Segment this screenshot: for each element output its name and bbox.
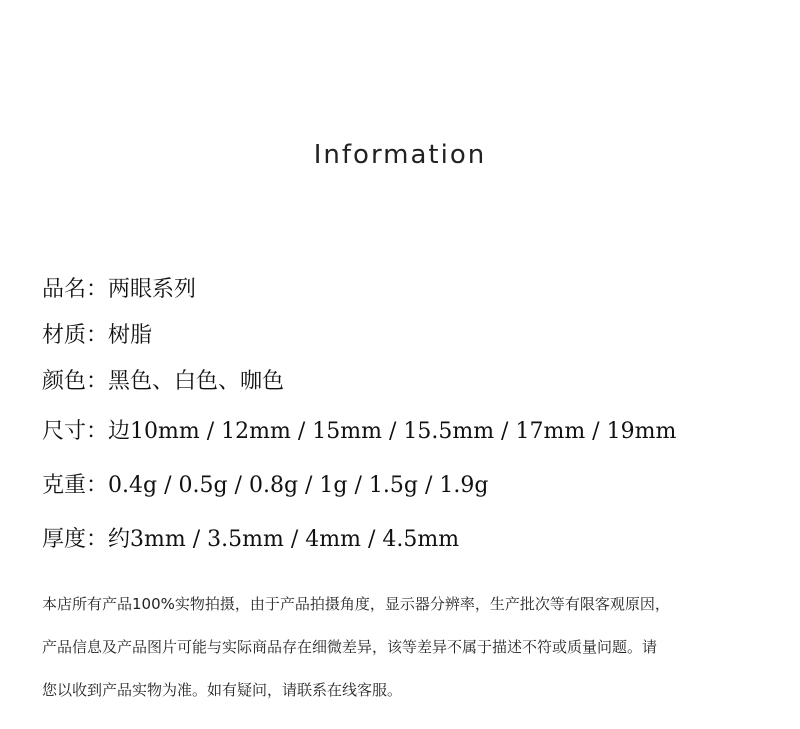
spec-label: 克重：	[42, 473, 109, 498]
spec-label: 材质：	[42, 323, 109, 348]
spec-label: 品名：	[42, 277, 109, 302]
spec-row-material	[42, 322, 152, 350]
disclaimer-line: 您以收到产品实物为准。如有疑问，请联系在线客服。	[42, 681, 403, 699]
spec-label: 尺寸：	[42, 419, 109, 444]
spec-row-color	[42, 368, 284, 396]
spec-label: 厚度：	[42, 527, 109, 552]
spec-label: 颜色：	[42, 369, 109, 394]
spec-row-name	[42, 276, 196, 304]
spec-value: 边10mm / 12mm / 15mm / 15.5mm / 17mm / 19mm	[108, 419, 677, 444]
spec-value: 约3mm / 3.5mm / 4mm / 4.5mm	[108, 527, 460, 552]
spec-row-thickness	[42, 526, 459, 554]
spec-value: 两眼系列	[108, 277, 197, 302]
spec-value: 0.4g / 0.5g / 0.8g / 1g / 1.5g / 1.9g	[108, 473, 489, 498]
section-heading: Information	[313, 140, 487, 170]
spec-row-weight	[42, 472, 488, 500]
disclaimer-line: 产品信息及产品图片可能与实际商品存在细微差异，该等差异不属于描述不符或质量问题。请	[42, 638, 658, 656]
spec-row-size	[42, 418, 676, 446]
disclaimer-line: 本店所有产品100%实物拍摄，由于产品拍摄角度，显示器分辨率，生产批次等有限客观原因，	[42, 595, 670, 613]
spec-value: 黑色、白色、咖色	[108, 369, 285, 394]
spec-value: 树脂	[108, 323, 153, 348]
